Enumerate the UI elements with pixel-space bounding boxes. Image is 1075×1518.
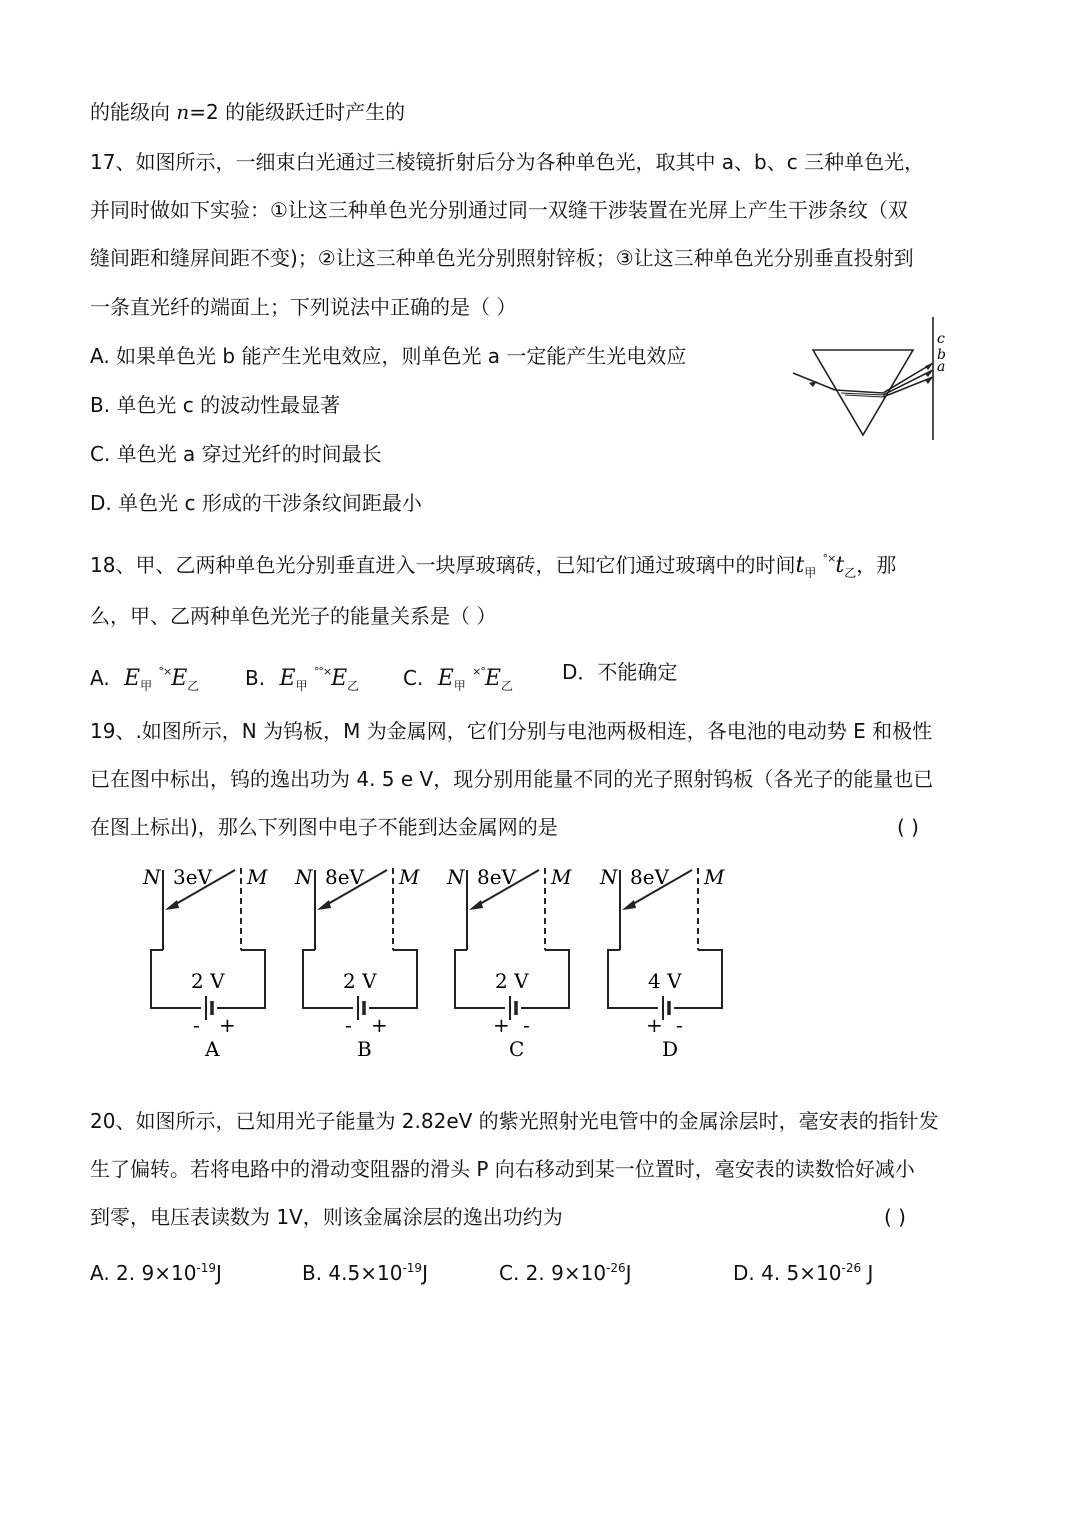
variable-t: t xyxy=(795,553,805,578)
label-a: a xyxy=(937,359,946,375)
option-base: C. 2. 9×10 xyxy=(499,1261,607,1285)
q19-line-2: 已在图中标出，钨的逸出功为 4. 5 e V，现分别用能量不同的光子照射钨板（各光子的能量也已 xyxy=(90,767,934,791)
photon-energy-label: 3eV xyxy=(173,865,213,889)
diagram-letter: B xyxy=(357,1037,372,1061)
q17-line-4: 一条直光纤的端面上；下列说法中正确的是（ ） xyxy=(90,295,517,319)
option-label: A. xyxy=(90,666,110,690)
q17-option-b: B. 单色光 c 的波动性最显著 xyxy=(90,393,341,417)
q20-option-a xyxy=(90,1255,222,1286)
variable-e: E xyxy=(124,666,141,691)
q20-option-d xyxy=(733,1255,873,1286)
subscript-yi: 乙 xyxy=(187,679,200,693)
label-n: N xyxy=(600,865,618,889)
q19-line-1: 19、.如图所示，N 为钨板，M 为金属网，它们分别与电池两极相连，各电池的电动势 E 和极性 xyxy=(90,719,933,743)
q17-option-a: A. 如果单色光 b 能产生光电效应，则单色光 a 一定能产生光电效应 xyxy=(90,344,687,368)
battery-voltage-label: 4 V xyxy=(648,969,682,993)
polarity-left: + xyxy=(646,1013,663,1037)
q20-line-1: 20、如图所示，已知用光子能量为 2.82eV 的紫光照射光电管中的金属涂层时，毫安表的指针发 xyxy=(90,1109,939,1133)
option-exponent: -26 xyxy=(841,1261,862,1275)
subscript-yi: 乙 xyxy=(347,679,360,693)
label-m: M xyxy=(399,865,420,889)
relation-symbol: °× xyxy=(822,552,836,565)
q18-text: 18、甲、乙两种单色光分别垂直进入一块厚玻璃砖，已知它们通过玻璃中的时间 xyxy=(90,553,796,577)
polarity-right: - xyxy=(523,1013,530,1037)
variable-t: t xyxy=(835,553,845,578)
polarity-right: + xyxy=(371,1013,388,1037)
polarity-left: - xyxy=(345,1013,352,1037)
q19-line-3: 在图上标出)，那么下列图中电子不能到达金属网的是 xyxy=(90,815,558,839)
photon-energy-label: 8eV xyxy=(477,865,517,889)
q19-answer-paren: ( ) xyxy=(897,815,919,839)
option-label: B. xyxy=(245,666,266,690)
variable-e: E xyxy=(437,666,454,691)
label-m: M xyxy=(704,865,725,889)
option-exponent: -19 xyxy=(196,1261,217,1275)
subscript-yi: 乙 xyxy=(500,679,513,693)
photon-energy-label: 8eV xyxy=(325,865,365,889)
ray-c xyxy=(883,363,933,393)
subscript-jia: 甲 xyxy=(140,679,153,693)
polarity-left: - xyxy=(193,1013,200,1037)
q20-option-b xyxy=(302,1255,428,1286)
label-m: M xyxy=(247,865,268,889)
option-label: C. xyxy=(403,666,424,690)
option-exponent: -26 xyxy=(606,1261,626,1275)
polarity-right: - xyxy=(676,1013,683,1037)
circuit-diagram-c xyxy=(447,860,577,1060)
option-base: A. 2. 9×10 xyxy=(90,1261,197,1285)
arrow-head-icon xyxy=(622,900,636,910)
circuit-diagram-a xyxy=(143,860,273,1060)
arrow-head-icon xyxy=(317,900,331,910)
diagram-letter: A xyxy=(205,1037,220,1061)
arrow-head-icon xyxy=(925,363,933,370)
top-line xyxy=(90,99,405,125)
top-line-text: 的能级向 xyxy=(90,100,177,124)
label-n: N xyxy=(295,865,313,889)
battery-voltage-label: 2 V xyxy=(191,969,225,993)
subscript-jia: 甲 xyxy=(804,566,817,580)
top-line-text: =2 的能级跃迁时产生的 xyxy=(189,100,406,124)
relation-symbol: °× xyxy=(158,665,172,678)
option-exponent: -19 xyxy=(402,1261,423,1275)
battery-voltage-label: 2 V xyxy=(495,969,529,993)
diagram-letter: C xyxy=(509,1037,525,1061)
polarity-left: + xyxy=(493,1013,510,1037)
q17-line-1: 17、如图所示，一细束白光通过三棱镜折射后分为各种单色光，取其中 a、b、c 三种单色光， xyxy=(90,150,925,174)
q17-option-c: C. 单色光 a 穿过光纤的时间最长 xyxy=(90,442,382,466)
label-b: b xyxy=(937,347,946,363)
q17-line-3: 缝间距和缝屏间距不变)；②让这三种单色光分别照射锌板；③让这三种单色光分别垂直投射到 xyxy=(90,246,914,270)
arrow-head-icon xyxy=(925,370,933,377)
circuit-diagram-d xyxy=(600,860,730,1060)
variable-n: n xyxy=(176,100,190,124)
q18-option-b xyxy=(245,659,359,699)
variable-e: E xyxy=(331,666,348,691)
q20-option-c xyxy=(499,1255,632,1286)
subscript-jia: 甲 xyxy=(453,679,466,693)
diagram-letter: D xyxy=(662,1037,679,1061)
option-unit: J xyxy=(625,1261,632,1285)
option-unit: J xyxy=(422,1261,428,1285)
arrow-head-icon xyxy=(469,900,483,910)
label-c: c xyxy=(937,331,945,347)
q18-option-d: D．不能确定 xyxy=(562,660,678,684)
variable-e: E xyxy=(279,666,296,691)
q18-text: ，那 xyxy=(856,553,897,577)
arrow-head-icon xyxy=(165,900,179,910)
label-m: M xyxy=(551,865,572,889)
label-n: N xyxy=(447,865,465,889)
variable-e: E xyxy=(171,666,188,691)
subscript-jia: 甲 xyxy=(295,679,308,693)
q18-line-2: 么，甲、乙两种单色光光子的能量关系是（ ） xyxy=(90,604,497,628)
option-base: D. 4. 5×10 xyxy=(733,1261,842,1285)
photon-energy-label: 8eV xyxy=(630,865,670,889)
q17-option-d: D. 单色光 c 形成的干涉条纹间距最小 xyxy=(90,491,422,515)
q18-option-c xyxy=(403,659,513,699)
variable-e: E xyxy=(484,666,501,691)
q20-line-2: 生了偏转。若将电路中的滑动变阻器的滑头 P 向右移动到某一位置时，毫安表的读数恰好减小 xyxy=(90,1157,915,1181)
prism-figure xyxy=(785,315,955,450)
label-n: N xyxy=(143,865,161,889)
option-unit: J xyxy=(861,1261,874,1285)
option-unit: J xyxy=(216,1261,222,1285)
q18-line-1 xyxy=(90,546,896,586)
relation-symbol: ×° xyxy=(472,665,485,678)
relation-symbol: °°× xyxy=(313,665,332,678)
q20-line-3: 到零，电压表读数为 1V，则该金属涂层的逸出功约为 xyxy=(90,1205,563,1229)
subscript-yi: 乙 xyxy=(844,566,857,580)
q20-answer-paren: ( ) xyxy=(884,1205,906,1229)
battery-voltage-label: 2 V xyxy=(343,969,377,993)
q17-line-2: 并同时做如下实验：①让这三种单色光分别通过同一双缝干涉装置在光屏上产生干涉条纹（双 xyxy=(90,198,908,222)
polarity-right: + xyxy=(219,1013,236,1037)
q18-option-a xyxy=(90,659,199,699)
option-base: B. 4.5×10 xyxy=(302,1261,403,1285)
circuit-diagram-b xyxy=(295,860,425,1060)
